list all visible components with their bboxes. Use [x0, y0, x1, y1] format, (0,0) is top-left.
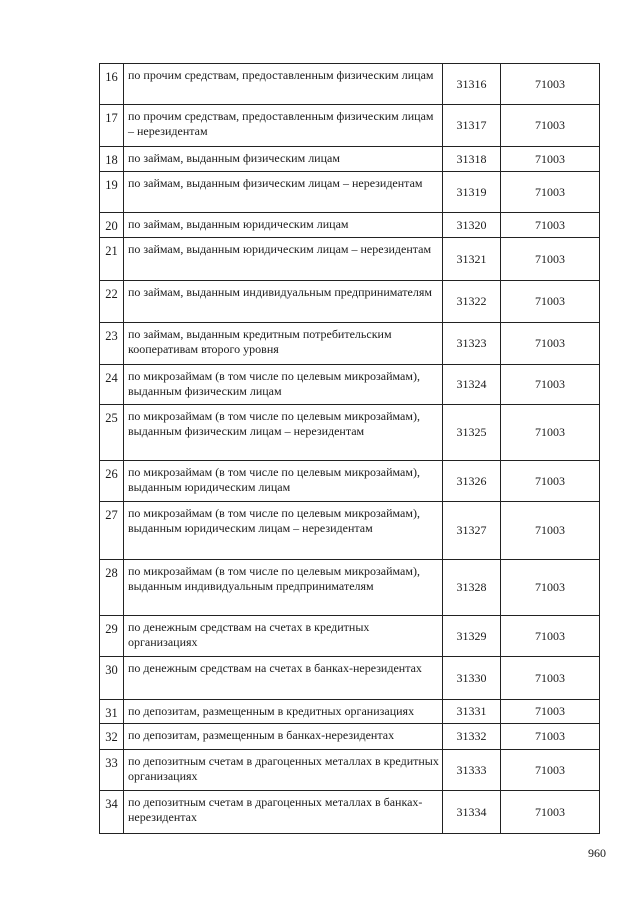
row-description: по микрозаймам (в том числе по целевым микрозаймам), выданным индивидуальным предпринимателям [124, 560, 443, 616]
row-description: по денежным средствам на счетах в банках-нерезидентах [124, 657, 443, 700]
symbol-code: 71003 [501, 724, 600, 750]
account-number: 31319 [443, 172, 501, 213]
table-row [100, 405, 600, 461]
row-number: 29 [100, 616, 124, 657]
table-row [100, 700, 600, 724]
account-number: 31318 [443, 147, 501, 172]
row-description: по денежным средствам на счетах в кредитных организациях [124, 616, 443, 657]
table-row [100, 172, 600, 213]
symbol-code: 71003 [501, 147, 600, 172]
account-number: 31324 [443, 365, 501, 405]
symbol-code: 71003 [501, 238, 600, 281]
table-row [100, 791, 600, 834]
symbol-code: 71003 [501, 64, 600, 105]
row-description: по займам, выданным физическим лицам – нерезидентам [124, 172, 443, 213]
account-number: 31317 [443, 105, 501, 147]
page-number: 960 [588, 846, 606, 860]
row-number: 21 [100, 238, 124, 281]
symbol-code: 71003 [501, 405, 600, 461]
account-number: 31329 [443, 616, 501, 657]
row-description: по займам, выданным юридическим лицам – нерезидентам [124, 238, 443, 281]
row-description: по прочим средствам, предоставленным физическим лицам [124, 64, 443, 105]
account-number: 31320 [443, 213, 501, 238]
symbol-code: 71003 [501, 502, 600, 560]
row-description: по депозитам, размещенным в банках-нерезидентах [124, 724, 443, 750]
account-number: 31331 [443, 700, 501, 724]
row-number: 24 [100, 365, 124, 405]
table-row [100, 105, 600, 147]
table-row [100, 560, 600, 616]
account-number: 31333 [443, 750, 501, 791]
row-number: 31 [100, 700, 124, 724]
table-row [100, 238, 600, 281]
row-number: 28 [100, 560, 124, 616]
symbol-code: 71003 [501, 105, 600, 147]
account-number: 31322 [443, 281, 501, 323]
symbol-code: 71003 [501, 560, 600, 616]
symbol-code: 71003 [501, 281, 600, 323]
table-row [100, 147, 600, 172]
symbol-code: 71003 [501, 791, 600, 834]
account-number: 31327 [443, 502, 501, 560]
row-description: по микрозаймам (в том числе по целевым микрозаймам), выданным юридическим лицам – нерезидентам [124, 502, 443, 560]
account-number: 31328 [443, 560, 501, 616]
account-number: 31330 [443, 657, 501, 700]
table-row [100, 64, 600, 105]
symbol-code: 71003 [501, 365, 600, 405]
row-description: по займам, выданным физическим лицам [124, 147, 443, 172]
table-row [100, 461, 600, 502]
table-row [100, 323, 600, 365]
row-description: по займам, выданным кредитным потребительским кооперативам второго уровня [124, 323, 443, 365]
table-row [100, 724, 600, 750]
accounts-table-body [100, 64, 600, 834]
row-number: 32 [100, 724, 124, 750]
row-number: 33 [100, 750, 124, 791]
table-row [100, 657, 600, 700]
symbol-code: 71003 [501, 461, 600, 502]
row-description: по займам, выданным юридическим лицам [124, 213, 443, 238]
symbol-code: 71003 [501, 323, 600, 365]
row-description: по депозитам, размещенным в кредитных организациях [124, 700, 443, 724]
account-number: 31316 [443, 64, 501, 105]
table-row [100, 213, 600, 238]
symbol-code: 71003 [501, 657, 600, 700]
account-number: 31323 [443, 323, 501, 365]
row-description: по депозитным счетам в драгоценных металлах в банках-нерезидентах [124, 791, 443, 834]
row-description: по прочим средствам, предоставленным физическим лицам – нерезидентам [124, 105, 443, 147]
row-description: по депозитным счетам в драгоценных металлах в кредитных организациях [124, 750, 443, 791]
table-row [100, 750, 600, 791]
table-row [100, 502, 600, 560]
account-number: 31321 [443, 238, 501, 281]
account-number: 31325 [443, 405, 501, 461]
row-number: 34 [100, 791, 124, 834]
symbol-code: 71003 [501, 616, 600, 657]
row-number: 18 [100, 147, 124, 172]
row-number: 26 [100, 461, 124, 502]
row-number: 16 [100, 64, 124, 105]
row-description: по микрозаймам (в том числе по целевым микрозаймам), выданным юридическим лицам [124, 461, 443, 502]
account-number: 31332 [443, 724, 501, 750]
row-number: 19 [100, 172, 124, 213]
symbol-code: 71003 [501, 700, 600, 724]
table-row [100, 281, 600, 323]
row-description: по микрозаймам (в том числе по целевым микрозаймам), выданным физическим лицам [124, 365, 443, 405]
symbol-code: 71003 [501, 750, 600, 791]
row-number: 17 [100, 105, 124, 147]
accounts-table [99, 63, 600, 834]
account-number: 31334 [443, 791, 501, 834]
table-row [100, 365, 600, 405]
account-number: 31326 [443, 461, 501, 502]
row-description: по займам, выданным индивидуальным предпринимателям [124, 281, 443, 323]
row-number: 27 [100, 502, 124, 560]
row-number: 20 [100, 213, 124, 238]
table-row [100, 616, 600, 657]
symbol-code: 71003 [501, 172, 600, 213]
row-number: 23 [100, 323, 124, 365]
symbol-code: 71003 [501, 213, 600, 238]
row-number: 30 [100, 657, 124, 700]
row-number: 25 [100, 405, 124, 461]
row-description: по микрозаймам (в том числе по целевым микрозаймам), выданным физическим лицам – нерезидентам [124, 405, 443, 461]
row-number: 22 [100, 281, 124, 323]
